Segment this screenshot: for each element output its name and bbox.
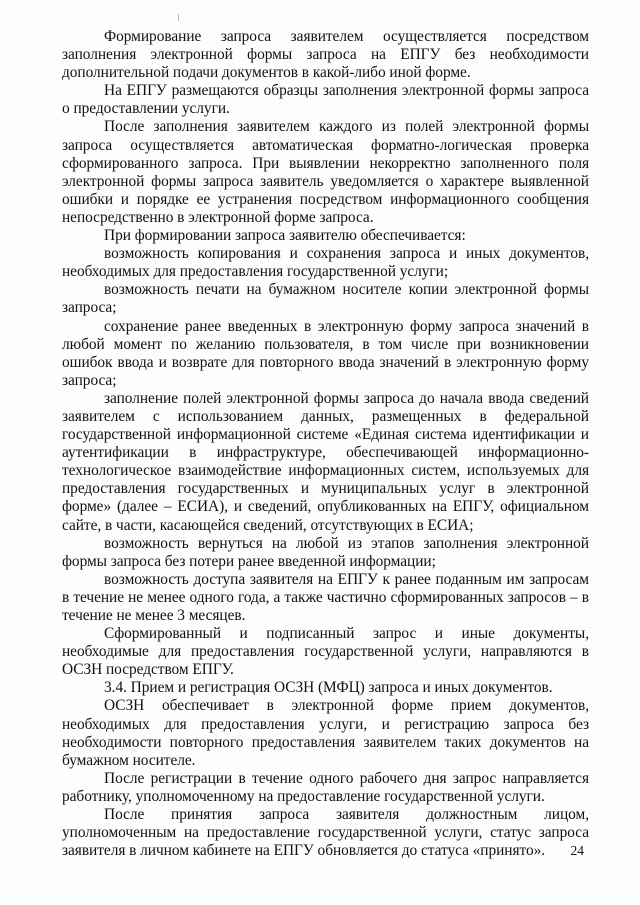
list-item-return-to-step: возможность вернуться на любой из этапов заполнения электронной формы запроса без потери ранее введенной информации; — [62, 534, 589, 570]
list-item-save-values: сохранение ранее введенных в электронную форму запроса значений в любой момент по желанию пользователя, в том числе при возникновении ошибок ввода и возврате для повторного ввода значений в электронную форму запроса; — [62, 317, 589, 389]
paragraph-registration: После регистрации в течение одного рабочего дня запрос направляется работнику, уполномоченному на предоставление государственной услуги. — [62, 769, 589, 805]
paragraph-format-logic-check: После заполнения заявителем каждого из полей электронной формы запроса осуществляется автоматическая форматно-логическая проверка сформированного запроса. При выявлении некорректно заполненного поля электронной формы запроса заявитель уведомляется о характере выявленной ошибки и порядке ее устранения посредством информационного сообщения непосредственно в электронной форме запроса. — [62, 118, 589, 226]
scan-artifact-mark — [178, 14, 179, 21]
section-heading-3-4: 3.4. Прием и регистрация ОСЗН (МФЦ) запроса и иных документов. — [104, 679, 553, 697]
list-item-print: возможность печати на бумажном носителе копии электронной формы запроса; — [62, 281, 589, 317]
document-body — [62, 28, 589, 860]
list-item-access-history: возможность доступа заявителя на ЕПГУ к ранее поданным им запросам в течение не менее одного года, а также частично сформированных запросов – в течение не менее 3 месяцев. — [62, 570, 589, 624]
paragraph-applicant-provisions-intro: При формировании запроса заявителю обеспечивается: — [104, 227, 466, 245]
paragraph-submission: Сформированный и подписанный запрос и иные документы, необходимые для предоставления государственной услуги, направляются в ОСЗН посредством ЕПГУ. — [62, 625, 589, 679]
page-number: 24 — [570, 843, 584, 858]
list-item-esia-autofill: заполнение полей электронной формы запроса до начала ввода сведений заявителем с использованием данных, размещенных в федеральной государственной информационной системе «Единая система идентификации и аутентификации в инфраструктуре, обеспечивающей информационно-технологическое взаимодействие информационных систем, используемых для предоставления государственных и муниципальных услуг в электронной форме» (далее – ЕСИА), и сведений, опубликованных на ЕПГУ, официальном сайте, в части, касающейся сведений, отсутствующих в ЕСИА; — [62, 389, 589, 534]
paragraph-form-samples: На ЕПГУ размещаются образцы заполнения электронной формы запроса о предоставлении услуги. — [62, 82, 589, 118]
paragraph-request-formation: Формирование запроса заявителем осуществляется посредством заполнения электронной формы запроса на ЕПГУ без необходимости дополнительной подачи документов в какой-либо иной форме. — [62, 28, 589, 82]
paragraph-oszn-acceptance: ОСЗН обеспечивает в электронной форме прием документов, необходимых для предоставления услуги, и регистрацию запроса без необходимости повторного предоставления заявителем таких документов на бумажном носителе. — [62, 697, 589, 769]
list-item-copy-save: возможность копирования и сохранения запроса и иных документов, необходимых для предоставления государственной услуги; — [62, 245, 589, 281]
paragraph-status-update: После принятия запроса заявителя должностным лицом, уполномоченным на предоставление государственной услуги, статус запроса заявителя в личном кабинете на ЕПГУ обновляется до статуса «принято». — [62, 806, 589, 860]
